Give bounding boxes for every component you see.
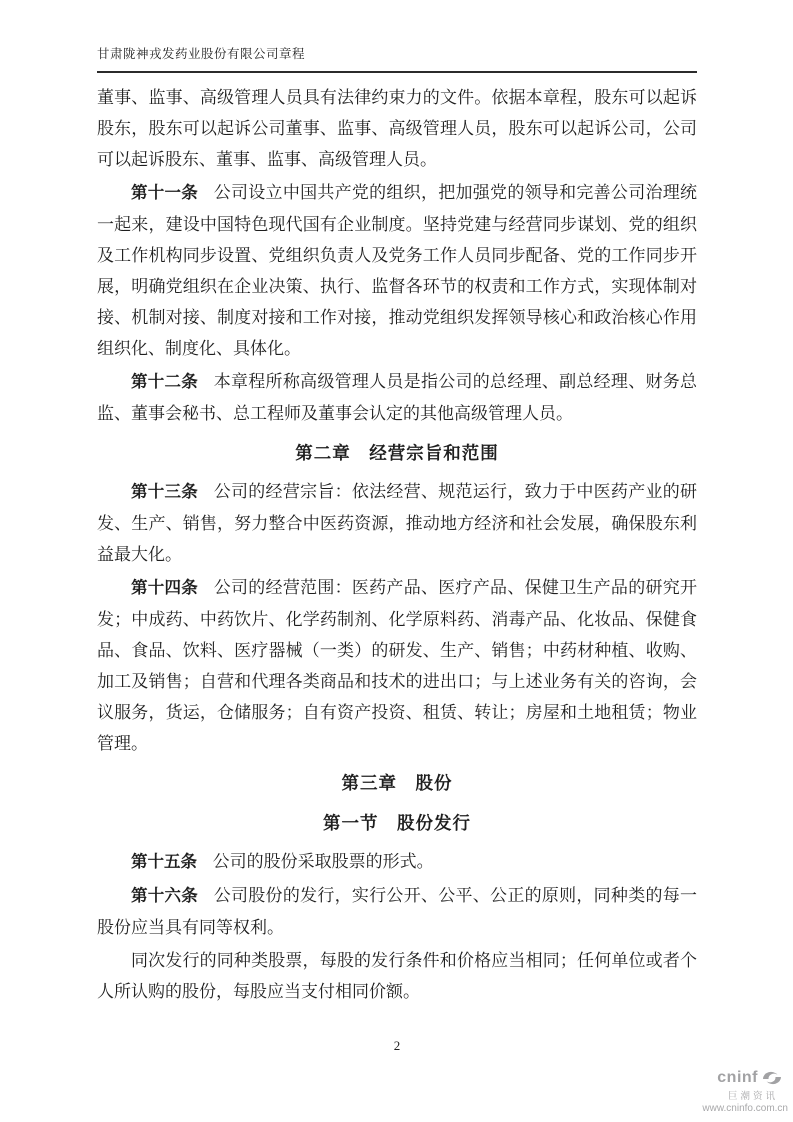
article-13-text: 公司的经营宗旨：依法经营、规范运行，致力于中医药产业的研发、生产、销售，努力整合中医药资源，推动地方经济和社会发展，确保股东利益最大化。 [97, 482, 698, 564]
paragraph-same-issue: 同次发行的同种类股票，每股的发行条件和价格应当相同；任何单位或者个人所认购的股份，每股应当支付相同价额。 [97, 951, 697, 1001]
charter-header-title: 甘肃陇神戎发药业股份有限公司章程 [97, 47, 306, 61]
cninfo-swirl-icon [760, 1069, 784, 1087]
article-14-text: 公司的经营范围：医药产品、医疗产品、保健卫生产品的研究开发；中成药、中药饮片、化学药制剂、化学原料药、消毒产品、化妆品、保健食品、食品、饮料、医疗器械（一类）的研发、生产、销售；中药材种植、收购、加工及销售；自营和代理各类商品和技术的进出口；与上述业务有关的咨询，会议服务，货运，仓储服务；自有资产投资、租赁、转让；房屋和土地租赁；物业管理。 [97, 578, 698, 753]
article-16 [97, 880, 697, 943]
cninfo-brand: cninf [717, 1069, 758, 1086]
article-13 [97, 476, 697, 570]
cninfo-url: www.cninfo.com.cn [702, 1103, 788, 1114]
chapter-2-heading: 第二章 经营宗旨和范围 [295, 443, 499, 463]
paragraph-continuation: 董事、监事、高级管理人员具有法律约束力的文件。依据本章程，股东可以起诉股东，股东可以起诉公司董事、监事、高级管理人员，股东可以起诉公司，公司可以起诉股东、董事、监事、高级管理人员。 [97, 88, 697, 169]
article-12-text: 本章程所称高级管理人员是指公司的总经理、副总经理、财务总监、董事会秘书、总工程师及董事会认定的其他高级管理人员。 [97, 372, 698, 423]
article-15-text: 公司的股份采取股票的形式。 [212, 852, 434, 871]
cninfo-logo [668, 1069, 788, 1114]
document-header [97, 0, 697, 73]
page-number: 2 [393, 1038, 401, 1053]
article-16-number: 第十六条 [131, 887, 199, 905]
article-11-number: 第十一条 [131, 184, 199, 202]
article-14-number: 第十四条 [131, 579, 199, 597]
article-11-text: 公司设立中国共产党的组织，把加强党的领导和完善公司治理统一起来，建设中国特色现代国有企业制度。坚持党建与经营同步谋划、党的组织及工作机构同步设置、党组织负责人及党务工作人员同步配备、党的工作同步开展，明确党组织在企业决策、执行、监督各环节的权责和工作方式，实现体制对接、机制对接、制度对接和工作对接，推动党组织发挥领导核心和政治核心作用组织化、制度化、具体化。 [97, 183, 698, 358]
article-13-number: 第十三条 [131, 483, 199, 501]
article-11 [97, 177, 697, 364]
cninfo-logo-row [668, 1069, 788, 1087]
article-14 [97, 572, 697, 759]
header-rule [97, 71, 697, 73]
cninfo-name: 巨潮资讯 [727, 1092, 778, 1102]
article-12-number: 第十二条 [131, 373, 199, 391]
article-12 [97, 366, 697, 429]
article-16-text: 公司股份的发行，实行公开、公平、公正的原则，同种类的每一股份应当具有同等权利。 [97, 886, 698, 937]
document-body [97, 80, 697, 1009]
chapter-3-heading: 第三章 股份 [341, 773, 453, 793]
article-15-number: 第十五条 [131, 853, 197, 871]
article-15 [97, 846, 697, 878]
section-1-heading: 第一节 股份发行 [323, 813, 471, 833]
